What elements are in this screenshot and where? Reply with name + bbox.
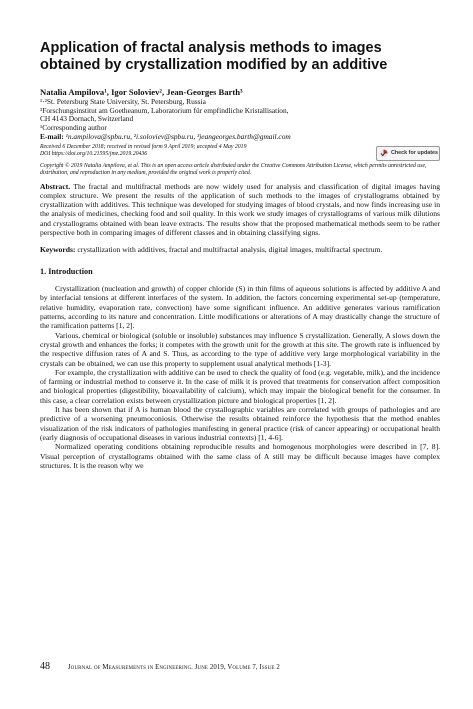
check-for-updates-button[interactable]: [376, 146, 440, 161]
body-paragraph: For example, the crystallization with additive can be used to check the quality of food (e.g. vegetable, milk), and the incidence of farming or industrial method to conserve it. In the case of milk it is proved that treatments for conservation affect composition and biological properties (digestibility, bioavailability of calcium), which may impair the biological benefit for the consumer. In this case, a clear correlation exists between crystallization picture and biological properties [1, 2].: [40, 367, 440, 405]
article-title: Application of fractal analysis methods to images obtained by crystallization modified by an additive: [40, 40, 388, 73]
affiliation-line: CH 4143 Dornach, Switzerland: [40, 114, 134, 124]
author-list: Natalia Ampilova¹, Igor Soloviev², Jean-Georges Barth³: [40, 87, 243, 97]
email-label: E-mail:: [40, 131, 64, 141]
email-addresses: ¹n.ampilova@spbu.ru, ²i.soloviev@spbu.ru, ³jeangeorges.barth@gmail.com: [65, 131, 291, 141]
doi-link[interactable]: DOI https://doi.org/10.21595/jme.2019.20436: [40, 150, 148, 157]
check-for-updates-icon: [379, 149, 388, 158]
affiliation-line: ¹·²St. Petersburg State University, St. Petersburg, Russia: [40, 97, 206, 106]
keywords: [40, 245, 440, 254]
body-paragraph: It has been shown that if A is human blood the crystallographic variables are correlated with groups of pathologies and are predictive of a worsening pneumoconiosis. Otherwise the results obtained reinforce the hypothesis that the method enables visualization of the risk indicators of pathologies manifesting in general practice (risk of cancer appearing) or occupational health (early diagnosis of occupational diseases in various industrial contexts) [1, 4-6].: [40, 405, 440, 442]
abstract-text: The fractal and multifractal methods are now widely used for analysis and classification of digital images having complex structure. We present the results of the application of such methods to the images of crystallograms obtained by crystallization with additives. This technique was developed for studying images of blood crystals, and now finds increasing use in the analysis of medicines, checking food and soil quality. In this work we study images of crystallograms of various milk dilutions and crystallograms obtained with bean leave extracts. The results show that the proposed mathematical methods seem to be rather perspective both in comparing images of different classes and in obtaining classifying signs.: [40, 181, 440, 237]
corresponding-author-note: ¹Corresponding author: [40, 123, 107, 133]
article-first-page: [40, 40, 440, 470]
abstract: [40, 182, 440, 238]
affiliation-line: ³Forschungsinstitut am Goetheanum, Laboratorium für empfindliche Kristallisation,: [40, 105, 289, 115]
received-dates: Received 6 December 2018; received in revised form 9 April 2019; accepted 4 May 2019: [40, 143, 247, 150]
body-paragraph: Normalized operating conditions obtaining reproducible results and homogenous morphologies were described in [7, 8]. Visual perception of crystallograms obtained with the same class of A still may be difficult because images have complex structures. It is the reason why we: [40, 442, 440, 470]
page-number: 48: [40, 661, 50, 672]
body-paragraph: Crystallization (nucleation and growth) of copper chloride (S) in thin films of aqueous solutions is affected by additive A and by interfacial tensions at different interfaces of the system. In addition, the factors concerning experimental set-up (temperature, relative humidity, evaporation rate, convection) have some significant influence. An additive generates various ramification patterns, according to its nature and concentration. Little modifications or alterations of A may drastically change the structure of the ramification patterns [1, 2].: [40, 284, 440, 331]
abstract-label: Abstract.: [40, 181, 71, 191]
section-heading: 1. Introduction: [40, 267, 93, 277]
page-footer: [40, 661, 440, 672]
keywords-text: crystallization with additives, fractal and multifractal analysis, digital images, multifractal spectrum.: [77, 244, 383, 254]
journal-name: Journal of Measurements in Engineering. June 2019, Volume 7, Issue 2: [68, 664, 280, 671]
affiliations: [40, 98, 440, 133]
check-for-updates-label: Check for updates: [391, 150, 439, 157]
keywords-label: Keywords:: [40, 244, 76, 254]
body-paragraph: Various, chemical or biological (soluble or insoluble) substances may influence S crystallization. Generally, A slows down the crystal growth and enhances the forks; it competes with the growth unit for the growth at this site. The growth rate is influenced by the respective diffusion rates of A and S. Thus, as according to the type of additive very large morphological variability in the crystals can be obtained, we can use this property to supplement usual analytical methods [1-3].: [40, 330, 440, 368]
email-line: [40, 133, 440, 142]
dates-row: [40, 144, 440, 158]
copyright-notice: Copyright © 2019 Natalia Ampilova, et al. This is an open access article distributed under the Creative Commons Attribution License, which permits unrestricted use, distribution, and reproduction in any medium, provided the original work is properly cited.: [40, 162, 427, 176]
